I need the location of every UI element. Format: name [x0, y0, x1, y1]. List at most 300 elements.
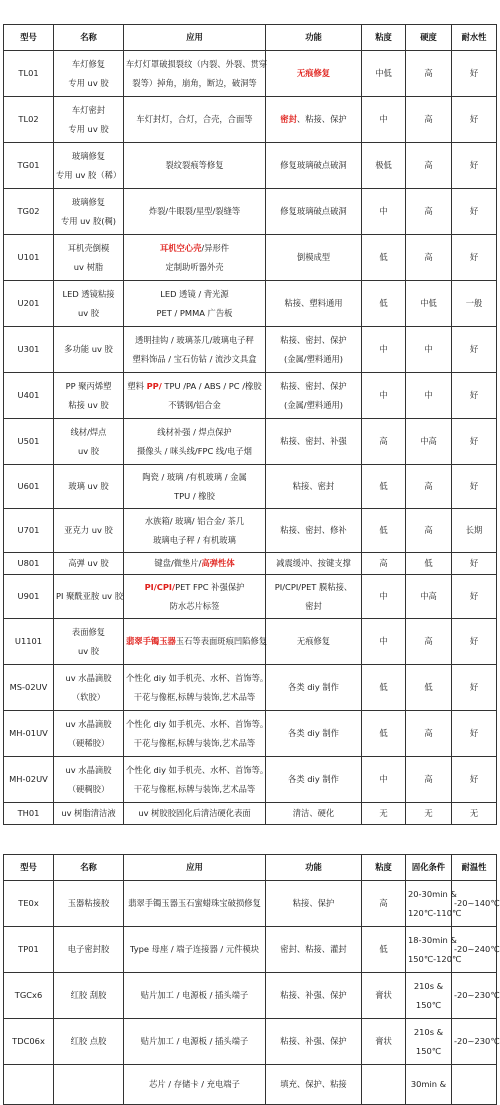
application-cell [124, 711, 269, 757]
cell-line [268, 331, 359, 350]
cell-line: uv 胶 [77, 307, 100, 318]
column-header: 耐水性 [452, 25, 497, 51]
hard-cell: 高 [406, 143, 452, 189]
cell-line: PP 聚丙烯塑 [65, 380, 112, 391]
column-header: 应用 [124, 855, 266, 881]
name-cell [54, 327, 124, 373]
table-row [4, 281, 497, 327]
cell-line: 多功能 uv 胶 [64, 344, 113, 354]
highlight-text: 耳机空心壳 [159, 242, 202, 253]
table-row [4, 711, 497, 757]
hard-cell: 高 [406, 465, 452, 509]
function-cell [266, 327, 362, 373]
visc-cell: 中 [362, 97, 406, 143]
cell-text: 粘接、密封、保护 [280, 334, 347, 345]
temp-cell: -20~230℃ [452, 973, 497, 1019]
cell-text: 粘接、保护 [292, 898, 335, 908]
application-cell [124, 235, 266, 281]
cell-text: 个性化 diy 如手机壳、水杯、首饰等。 [126, 764, 269, 775]
name-cell [54, 881, 124, 927]
cell-text: PI/CPI/PET 膜粘接、 [274, 581, 353, 592]
cell-line [126, 331, 263, 350]
cell-line: 表面修复 [71, 626, 106, 637]
cure-cell [406, 1019, 452, 1065]
cell-line: 18-30min & [408, 934, 457, 945]
cell-text: 无痕修复 [296, 636, 331, 646]
cell-line [268, 521, 359, 540]
name-cell [54, 927, 124, 973]
function-cell [266, 51, 362, 97]
cell-line [268, 554, 359, 573]
name-cell [54, 465, 124, 509]
cell-line: uv 树脂清洁液 [61, 808, 116, 818]
cell-line [126, 350, 263, 369]
hard-cell: 高 [406, 711, 452, 757]
cell-text: 摄像头 / 咪头线/FPC 线/电子烟 [137, 445, 252, 456]
cell-line: 专用 uv 胶（稀） [56, 169, 122, 180]
model-cell: TL01 [4, 51, 54, 97]
name-cell [54, 51, 124, 97]
cell-line [126, 304, 263, 323]
function-cell [266, 143, 362, 189]
cell-line [126, 688, 263, 707]
table-header-row [4, 855, 497, 881]
cell-line [126, 669, 269, 688]
water-cell: 好 [452, 235, 497, 281]
cell-text: 塑料 [127, 380, 147, 391]
function-cell [266, 373, 362, 419]
water-cell: 一般 [452, 281, 497, 327]
function-cell [266, 509, 362, 553]
cell-text: 水族箱/ 玻璃/ 铝合金/ 茶几 [144, 515, 245, 526]
water-cell: 好 [452, 757, 497, 803]
column-header: 型号 [4, 25, 54, 51]
hard-cell: 中高 [406, 419, 452, 465]
visc-cell: 低 [362, 235, 406, 281]
name-cell [54, 373, 124, 419]
water-cell: 好 [452, 665, 497, 711]
cure-cell [406, 1065, 452, 1105]
cell-line: 车灯修复 [71, 58, 106, 69]
cell-text: 裂等）掉角，崩角，断边，破洞等 [132, 77, 257, 88]
table-row [4, 803, 497, 825]
cell-text: /异形件 [201, 242, 230, 253]
function-cell [266, 973, 362, 1019]
visc-cell: 中低 [362, 51, 406, 97]
table-row [4, 881, 497, 927]
name-cell [54, 757, 124, 803]
cell-line [126, 442, 263, 461]
function-cell [266, 619, 362, 665]
name-cell [54, 419, 124, 465]
cell-text: 清洁、硬化 [292, 808, 335, 818]
cell-text: 塑料饰品 / 宝石仿钻 / 流沙文具盒 [132, 353, 257, 364]
cell-line [268, 294, 359, 313]
cell-text: TPU / 橡胶 [174, 490, 215, 501]
application-cell [124, 419, 266, 465]
cell-line: 玻璃 uv 胶 [68, 481, 109, 491]
cell-text: 粘接、密封、补强 [280, 436, 347, 446]
cell-line: （硬稀胶） [67, 737, 110, 748]
hard-cell: 高 [406, 619, 452, 665]
column-header: 耐温性 [452, 855, 497, 881]
function-cell [266, 465, 362, 509]
cell-line [126, 55, 268, 74]
model-cell [4, 1065, 54, 1105]
temp-cell: -20~240℃ [452, 927, 497, 973]
cell-text: PET FPC 补强保护 [175, 581, 245, 592]
cell-text: Type 母座 / 端子连接器 / 元件模块 [129, 944, 260, 954]
model-cell: TP01 [4, 927, 54, 973]
cell-text: 车灯灯罩破损裂纹（内裂、外裂、贯穿 [126, 58, 268, 69]
cell-line [126, 239, 263, 258]
highlight-text: 翡翠手镯玉器 [126, 636, 176, 646]
table-row [4, 327, 497, 373]
function-cell [266, 235, 362, 281]
cell-text: 粘接、密封、修补 [280, 525, 347, 535]
cell-line [126, 110, 263, 129]
hard-cell: 低 [406, 665, 452, 711]
cell-line [126, 578, 263, 597]
application-cell [124, 927, 266, 973]
application-cell [124, 327, 266, 373]
cell-text: 键盘/微垫片/ [154, 558, 202, 568]
cell-text: 贴片加工 / 电源板 / 插头端子 [140, 1036, 249, 1046]
cell-text: 干花与像框,标牌与装饰,艺术品等 [133, 737, 256, 748]
name-cell [54, 973, 124, 1019]
cell-text: 定制助听器外壳 [165, 261, 224, 272]
cell-text: 个性化 diy 如手机壳、水杯、首饰等。 [126, 718, 269, 729]
model-cell: TDC06x [4, 1019, 54, 1065]
column-header: 功能 [266, 855, 362, 881]
epoxy-glue-table [3, 854, 500, 1105]
highlight-text: 密封 [280, 114, 297, 124]
cell-text: 车灯封灯，合灯，合壳，合面等 [136, 114, 253, 124]
cell-line [126, 531, 263, 550]
cell-line: 线材/焊点 [70, 426, 107, 437]
cell-text: 个性化 diy 如手机壳、水杯、首饰等。 [126, 672, 269, 683]
name-cell [54, 189, 124, 235]
model-cell: U401 [4, 373, 54, 419]
name-cell [54, 235, 124, 281]
column-header: 应用 [124, 25, 266, 51]
cell-text: 密封、粘接、灌封 [280, 944, 347, 954]
name-cell [54, 1019, 124, 1065]
cell-line: 20-30min & [408, 888, 457, 899]
hard-cell: 高 [406, 51, 452, 97]
cell-line [126, 986, 263, 1005]
cell-line [126, 804, 263, 823]
visc-cell: 中 [362, 189, 406, 235]
column-header: 粘度 [362, 25, 406, 51]
column-header: 名称 [54, 25, 124, 51]
cell-line [268, 202, 359, 221]
water-cell: 好 [452, 553, 497, 575]
cell-text: PET / PMMA 广告板 [156, 307, 233, 318]
application-cell [124, 757, 269, 803]
model-cell: TL02 [4, 97, 54, 143]
column-header: 型号 [4, 855, 54, 881]
application-cell [124, 509, 266, 553]
cell-line [126, 487, 263, 506]
table-header-row [4, 25, 497, 51]
cell-line [268, 110, 359, 129]
cell-line: uv 树脂 [73, 261, 104, 272]
visc-cell: 中 [362, 575, 406, 619]
table-row [4, 973, 497, 1019]
cell-text: 、粘接、保护 [296, 114, 347, 124]
temp-cell: -20~140℃ [452, 881, 497, 927]
cell-text: 贴片加工 / 电源板 / 插头端子 [140, 990, 249, 1000]
column-header: 功能 [266, 25, 362, 51]
application-cell [124, 97, 266, 143]
temp-cell [452, 1065, 497, 1105]
name-cell [54, 143, 124, 189]
cell-text: 粘接、补强、保护 [280, 990, 347, 1000]
model-cell: U201 [4, 281, 54, 327]
cell-line [268, 1032, 359, 1051]
model-cell: TE0x [4, 881, 54, 927]
water-cell: 好 [452, 143, 497, 189]
hard-cell: 高 [406, 235, 452, 281]
visc-cell: 低 [362, 281, 406, 327]
function-cell [266, 1065, 362, 1105]
cell-line [126, 1075, 263, 1094]
cell-line: 耳机壳倒模 [67, 242, 110, 253]
visc-cell: 高 [362, 881, 406, 927]
function-cell [266, 97, 362, 143]
cell-line [268, 64, 359, 83]
cell-line: （软胶） [71, 691, 106, 702]
application-cell [124, 189, 266, 235]
visc-cell: 低 [362, 665, 406, 711]
visc-cell: 低 [362, 509, 406, 553]
cell-line [268, 770, 359, 789]
model-cell: MH-01UV [4, 711, 54, 757]
application-cell [124, 1019, 266, 1065]
cell-line [126, 554, 263, 573]
application-cell [124, 143, 266, 189]
table-row [4, 553, 497, 575]
cell-text: 不锈钢/铝合金 [168, 399, 221, 410]
cell-line [268, 597, 359, 616]
visc-cell: 低 [362, 711, 406, 757]
cell-text: 粘接、补强、保护 [280, 1036, 347, 1046]
model-cell: U901 [4, 575, 54, 619]
name-cell [54, 553, 124, 575]
cell-line: 专用 uv 胶 [68, 77, 109, 88]
water-cell: 好 [452, 327, 497, 373]
function-cell [266, 881, 362, 927]
model-cell: U101 [4, 235, 54, 281]
table-row [4, 235, 497, 281]
application-cell [124, 973, 266, 1019]
hard-cell: 高 [406, 97, 452, 143]
name-cell [54, 575, 124, 619]
cell-text: 各类 diy 制作 [288, 728, 339, 738]
table-row [4, 619, 497, 665]
water-cell: 无 [452, 803, 497, 825]
cell-line [126, 894, 263, 913]
column-header: 固化条件 [406, 855, 452, 881]
visc-cell: 中 [362, 619, 406, 665]
cell-text: 密封 [305, 600, 322, 611]
table-row [4, 1065, 497, 1105]
cell-line [126, 156, 263, 175]
cell-line [126, 780, 263, 799]
function-cell [266, 665, 362, 711]
cell-line [126, 597, 263, 616]
highlight-text: 无痕修复 [296, 68, 331, 78]
cell-text: LED 透镜 / 背光源 [160, 288, 229, 299]
cell-text: TPU /PA / ABS / PC /橡胶 [161, 380, 262, 391]
name-cell [54, 803, 124, 825]
water-cell: 好 [452, 189, 497, 235]
highlight-text: 高弹性体 [201, 558, 235, 568]
model-cell: U701 [4, 509, 54, 553]
cell-line: 150℃-120℃ [408, 953, 462, 964]
cell-line: 红胶 点胶 [70, 1036, 107, 1046]
cell-line: PI 聚酰亚胺 uv 胶 [56, 591, 124, 601]
column-header: 粘度 [362, 855, 406, 881]
water-cell: 好 [452, 97, 497, 143]
hard-cell: 低 [406, 553, 452, 575]
visc-cell: 中 [362, 373, 406, 419]
function-cell [266, 927, 362, 973]
model-cell: TG02 [4, 189, 54, 235]
cell-line: 210s & [413, 980, 444, 991]
cell-line: 粘接 uv 胶 [68, 399, 109, 410]
cell-line [268, 986, 359, 1005]
function-cell [266, 575, 362, 619]
cell-text: 修复玻璃破点破洞 [280, 206, 347, 216]
table-row [4, 419, 497, 465]
cell-line: LED 透镜粘接 [62, 288, 115, 299]
application-cell [124, 665, 269, 711]
cell-line: 车灯密封 [71, 104, 106, 115]
cell-text: 修复玻璃破点破洞 [280, 160, 347, 170]
table-row [4, 189, 497, 235]
cell-line: 150℃ [415, 1045, 442, 1056]
cell-text: 各类 diy 制作 [288, 682, 339, 692]
table-row [4, 575, 497, 619]
cell-line: 120℃-110℃ [408, 907, 462, 918]
function-cell [266, 553, 362, 575]
visc-cell: 膏状 [362, 1019, 406, 1065]
name-cell [54, 281, 124, 327]
cell-line [268, 678, 359, 697]
cell-line [126, 1032, 263, 1051]
cell-line: 玉器粘接胶 [67, 898, 110, 908]
visc-cell: 低 [362, 927, 406, 973]
function-cell [266, 281, 362, 327]
visc-cell: 中 [362, 757, 406, 803]
function-cell [266, 803, 362, 825]
hard-cell: 高 [406, 757, 452, 803]
visc-cell: 膏状 [362, 973, 406, 1019]
cell-line: 玻璃修复 [71, 196, 106, 207]
cell-text: 粘接、密封 [292, 481, 335, 491]
application-cell [124, 881, 266, 927]
cell-text: 炸裂/牛眼裂/星型/裂缝等 [148, 206, 241, 216]
cell-line [268, 396, 359, 415]
cell-text: 各类 diy 制作 [288, 774, 339, 784]
hard-cell: 中高 [406, 575, 452, 619]
cell-line: 专用 uv 胶 [68, 123, 109, 134]
visc-cell: 中 [362, 327, 406, 373]
water-cell: 好 [452, 51, 497, 97]
model-cell: U301 [4, 327, 54, 373]
hard-cell: 高 [406, 509, 452, 553]
cell-line: 电子密封胶 [67, 944, 110, 954]
function-cell [266, 419, 362, 465]
hard-cell: 无 [406, 803, 452, 825]
cell-text: 芯片 / 存储卡 / 充电端子 [149, 1079, 240, 1089]
hard-cell: 中 [406, 327, 452, 373]
cell-line [126, 285, 263, 304]
cure-cell [406, 881, 462, 927]
cell-text: 玉石等表面斑痕凹陷修复 [175, 636, 268, 646]
cell-line [126, 734, 263, 753]
table-row [4, 665, 497, 711]
cell-text: 裂纹裂痕等修复 [165, 160, 224, 170]
cell-line: uv 水晶滴胶 [65, 764, 112, 775]
cell-line [268, 248, 359, 267]
cell-text: (金属/塑料通用) [283, 353, 344, 364]
cell-line: 专用 uv 胶(稠) [60, 215, 117, 226]
cell-text: 线材补强 / 焊点保护 [157, 426, 232, 437]
visc-cell: 高 [362, 419, 406, 465]
cell-line [126, 761, 269, 780]
table-row [4, 1019, 497, 1065]
cell-text: uv 树胶胶固化后清洁硬化表面 [138, 808, 251, 818]
model-cell: U501 [4, 419, 54, 465]
uv-glue-table [3, 24, 497, 825]
cell-line [268, 350, 359, 369]
column-header: 硬度 [406, 25, 452, 51]
name-cell [54, 97, 124, 143]
cell-line [126, 940, 263, 959]
water-cell: 好 [452, 575, 497, 619]
water-cell: 好 [452, 419, 497, 465]
application-cell [124, 373, 266, 419]
cell-line [126, 377, 263, 396]
cell-text: 减震缓冲、按键支撑 [276, 558, 351, 568]
model-cell: U1101 [4, 619, 54, 665]
cell-line [126, 258, 263, 277]
name-cell [54, 665, 124, 711]
highlight-text: PI/CPI/ [144, 581, 176, 592]
visc-cell: 低 [362, 465, 406, 509]
application-cell [124, 1065, 266, 1105]
cell-text: 干花与像框,标牌与装饰,艺术品等 [133, 691, 256, 702]
water-cell: 好 [452, 465, 497, 509]
cell-line [268, 377, 359, 396]
cell-line [126, 74, 263, 93]
water-cell: 长期 [452, 509, 497, 553]
cell-text: 填充、保护、粘接 [280, 1079, 347, 1089]
cell-line: 红胶 刮胶 [70, 990, 107, 1000]
cell-text: 干花与像框,标牌与装饰,艺术品等 [133, 783, 256, 794]
cure-cell [406, 973, 452, 1019]
cell-line: uv 水晶滴胶 [65, 718, 112, 729]
model-cell: MH-02UV [4, 757, 54, 803]
cell-line [126, 396, 263, 415]
water-cell: 好 [452, 711, 497, 757]
table-row [4, 143, 497, 189]
application-cell [124, 619, 266, 665]
cell-line [126, 715, 269, 734]
